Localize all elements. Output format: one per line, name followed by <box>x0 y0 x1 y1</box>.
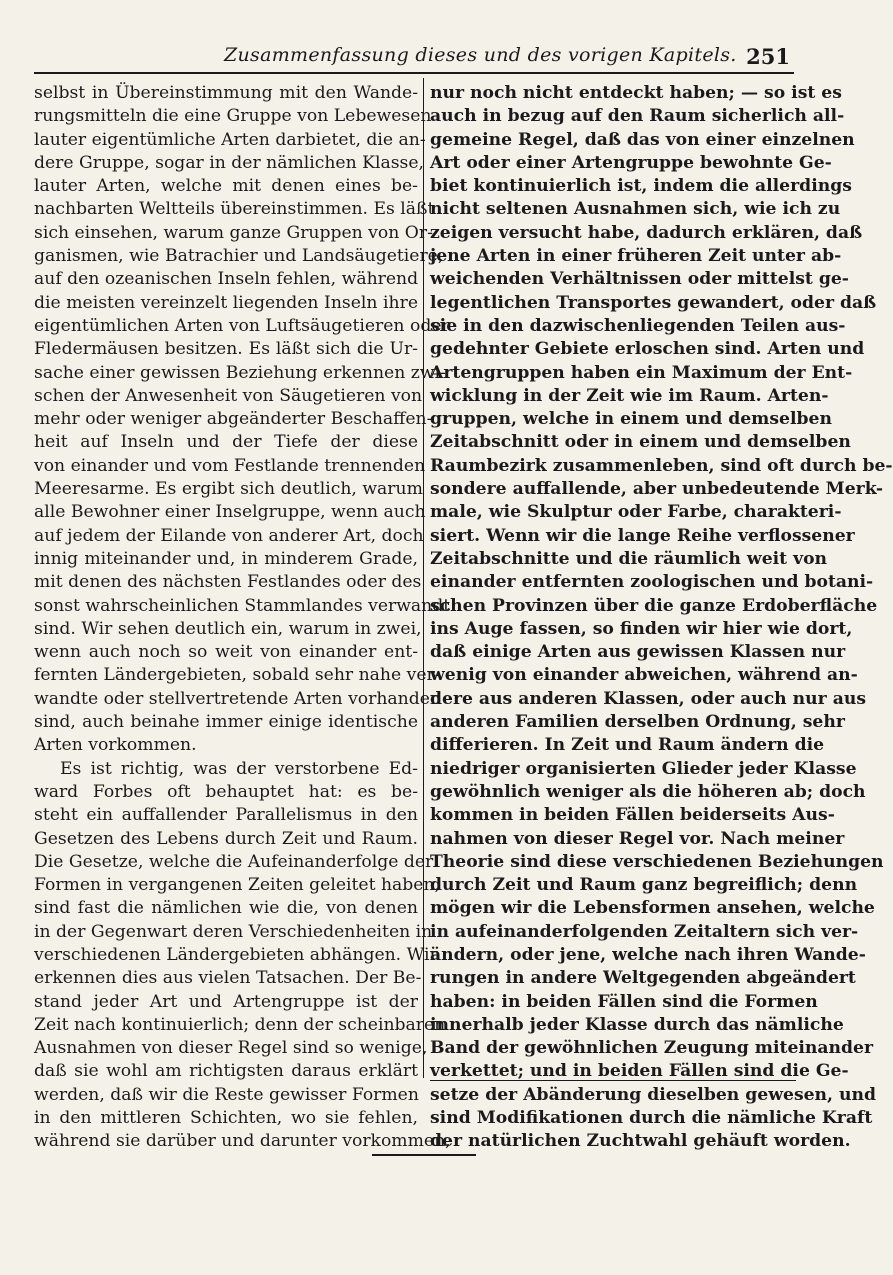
text-line: weichenden Verhältnissen oder mittelst ge- <box>430 269 849 290</box>
right-text-column <box>430 82 893 1154</box>
text-line: anderen Familien derselben Ordnung, sehr <box>430 712 845 733</box>
text-line: sind fast die nämlichen wie die, von denen <box>34 898 418 919</box>
text-line: schen der Anwesenheit von Säugetieren von <box>34 385 423 406</box>
text-line: sache einer gewissen Beziehung erkennen zwi- <box>34 362 446 383</box>
page-number: 251 <box>746 44 790 69</box>
text-line: Zeit nach kontinuierlich; denn der scheinbaren <box>34 1014 446 1035</box>
text-line: Die Gesetze, welche die Aufeinanderfolge der <box>34 851 434 872</box>
text-line: wenig von einander abweichen, während an- <box>430 665 858 686</box>
text-line: wicklung in der Zeit wie im Raum. Arten- <box>430 385 829 406</box>
text-line: rungsmitteln die eine Gruppe von Lebewesen <box>34 106 432 127</box>
text-line: male, wie Skulptur oder Farbe, charakteri- <box>430 502 842 523</box>
text-line: in den mittleren Schichten, wo sie fehlen, <box>34 1108 418 1129</box>
text-line: rungen in andere Weltgegenden abgeändert <box>430 968 856 989</box>
text-line: schen Provinzen über die ganze Erdoberfläche <box>430 595 878 616</box>
text-line: sind, auch beinahe immer einige identische <box>34 712 418 733</box>
text-line: in aufeinanderfolgenden Zeitaltern sich ver- <box>430 921 859 942</box>
text-line: alle Bewohner einer Inselgruppe, wenn auch <box>34 502 426 523</box>
text-line: mögen wir die Lebensformen ansehen, welche <box>430 898 875 919</box>
text-line: biet kontinuierlich ist, indem die allerdings <box>430 176 852 197</box>
text-line: stand jeder Art und Artengruppe ist der <box>34 991 418 1012</box>
text-line: verschiedenen Ländergebieten abhängen. Wir <box>34 944 438 965</box>
text-line: gruppen, welche in einem und demselben <box>430 409 832 430</box>
text-line: einander entfernten zoologischen und botani- <box>430 572 874 593</box>
text-line: wenn auch noch so weit von einander ent- <box>34 642 418 663</box>
text-line: sie in den dazwischenliegenden Teilen aus- <box>430 315 846 336</box>
text-line: nicht seltenen Ausnahmen sich, wie ich zu <box>430 199 841 220</box>
text-line: fernten Ländergebieten, sobald sehr nahe ver- <box>34 665 441 686</box>
text-line: sondere auffallende, aber unbedeutende Merk- <box>430 479 884 500</box>
left-text-column <box>34 82 451 1154</box>
text-line: Meeresarme. Es ergibt sich deutlich, warum <box>34 479 423 500</box>
text-line: niedriger organisierten Glieder jeder Klasse <box>430 758 857 779</box>
header-rule <box>34 72 794 74</box>
text-line: der natürlichen Zuchtwahl gehäuft worden. <box>430 1131 851 1152</box>
text-line: auf den ozeanischen Inseln fehlen, während <box>34 269 419 290</box>
text-line: Zeitabschnitt oder in einem und demselben <box>430 432 851 453</box>
text-line: auf jedem der Eilande von anderer Art, doch <box>34 525 424 546</box>
text-line: sich einsehen, warum ganze Gruppen von Or- <box>34 222 433 243</box>
text-line: in der Gegenwart deren Verschiedenheiten in <box>34 921 433 942</box>
text-line: Band der gewöhnlichen Zeugung miteinander <box>430 1038 874 1059</box>
column-divider <box>423 78 424 1078</box>
text-line: lauter eigentümliche Arten darbietet, die an- <box>34 129 426 150</box>
text-line: sind. Wir sehen deutlich ein, warum in zwei, <box>34 618 422 639</box>
text-line: ins Auge fassen, so finden wir hier wie dort, <box>430 618 853 639</box>
text-line: nahmen von dieser Regel vor. Nach meiner <box>430 828 845 849</box>
text-line: innerhalb jeder Klasse durch das nämliche <box>430 1014 844 1035</box>
text-line: steht ein auffallender Parallelismus in den <box>34 805 418 826</box>
text-line: während sie darüber und darunter vorkommen, <box>34 1131 451 1152</box>
chapter-end-rule <box>372 1154 476 1156</box>
column-end-rule <box>430 1080 796 1081</box>
text-line: verkettet; und in beiden Fällen sind die Ge- <box>430 1061 849 1082</box>
text-line: kommen in beiden Fällen beiderseits Aus- <box>430 805 835 826</box>
text-line: mehr oder weniger abgeänderter Beschaffen- <box>34 409 433 430</box>
text-line: dere aus anderen Klassen, oder auch nur aus <box>430 688 867 709</box>
text-line: dere Gruppe, sogar in der nämlichen Klasse, <box>34 152 424 173</box>
text-line: erkennen dies aus vielen Tatsachen. Der Be- <box>34 968 422 989</box>
running-header <box>34 40 794 74</box>
text-line: innig miteinander und, in minderem Grade, <box>34 548 418 569</box>
text-line: differieren. In Zeit und Raum ändern die <box>430 735 825 756</box>
text-line: werden, daß wir die Reste gewisser Formen <box>34 1084 419 1105</box>
text-line: gedehnter Gebiete erloschen sind. Arten und <box>430 339 865 360</box>
text-line: durch Zeit und Raum ganz begreiflich; denn <box>430 875 858 896</box>
text-line: lauter Arten, welche mit denen eines be- <box>34 176 418 197</box>
text-line: sind Modifikationen durch die nämliche Kraft <box>430 1108 873 1129</box>
text-line: Fledermäusen besitzen. Es läßt sich die Ur- <box>34 339 418 360</box>
text-line: Formen in vergangenen Zeiten geleitet haben, <box>34 875 440 896</box>
text-line: gewöhnlich weniger als die höheren ab; doch <box>430 781 866 802</box>
text-line: selbst in Übereinstimmung mit den Wande- <box>34 83 418 103</box>
text-line: Artengruppen haben ein Maximum der Ent- <box>430 362 853 383</box>
text-line: legentlichen Transportes gewandert, oder daß <box>430 292 877 313</box>
text-line: ward Forbes oft behauptet hat: es be- <box>34 781 418 802</box>
text-line: siert. Wenn wir die lange Reihe verflossener <box>430 525 855 546</box>
text-line: ändern, oder jene, welche nach ihren Wande- <box>430 944 866 965</box>
text-line: mit denen des nächsten Festlandes oder des <box>34 572 422 593</box>
text-line: daß einige Arten aus gewissen Klassen nur <box>430 642 846 663</box>
text-line: gemeine Regel, daß das von einer einzelnen <box>430 129 855 150</box>
text-line: setze der Abänderung dieselben gewesen, und <box>430 1084 877 1105</box>
text-line: von einander und vom Festlande trennenden <box>34 455 426 476</box>
text-line: Ausnahmen von dieser Regel sind so wenige, <box>34 1038 428 1059</box>
text-line: Theorie sind diese verschiedenen Beziehungen <box>430 851 884 872</box>
text-line: wandte oder stellvertretende Arten vorhanden <box>34 688 441 709</box>
text-line: sonst wahrscheinlichen Stammlandes verwandt <box>34 595 451 616</box>
text-line: nachbarten Weltteils übereinstimmen. Es läßt <box>34 199 435 220</box>
text-line: nur noch nicht entdeckt haben; — so ist es <box>430 83 842 103</box>
text-line: die meisten vereinzelt liegenden Inseln ihre <box>34 292 418 313</box>
text-line: Gesetzen des Lebens durch Zeit und Raum. <box>34 828 418 849</box>
text-line: heit auf Inseln und der Tiefe der diese <box>34 432 418 453</box>
text-line: eigentümlichen Arten von Luftsäugetieren oder <box>34 315 450 336</box>
text-line: auch in bezug auf den Raum sicherlich all- <box>430 106 845 127</box>
text-line: daß sie wohl am richtigsten daraus erklärt <box>34 1061 418 1082</box>
text-line: haben: in beiden Fällen sind die Formen <box>430 991 818 1012</box>
text-line: Arten vorkommen. <box>34 735 197 756</box>
text-line: zeigen versucht habe, dadurch erklären, daß <box>430 222 863 243</box>
running-title: Zusammenfassung dieses und des vorigen Kapitels. <box>224 44 737 66</box>
text-line: jene Arten in einer früheren Zeit unter ab- <box>430 246 842 267</box>
text-line: Art oder einer Artengruppe bewohnte Ge- <box>430 152 832 173</box>
text-line: Zeitabschnitte und die räumlich weit von <box>430 548 828 569</box>
text-line: Es ist richtig, was der verstorbene Ed- <box>60 758 418 779</box>
text-line: Raumbezirk zusammenleben, sind oft durch be- <box>430 455 893 476</box>
text-line: ganismen, wie Batrachier und Landsäugetiere, <box>34 246 444 267</box>
